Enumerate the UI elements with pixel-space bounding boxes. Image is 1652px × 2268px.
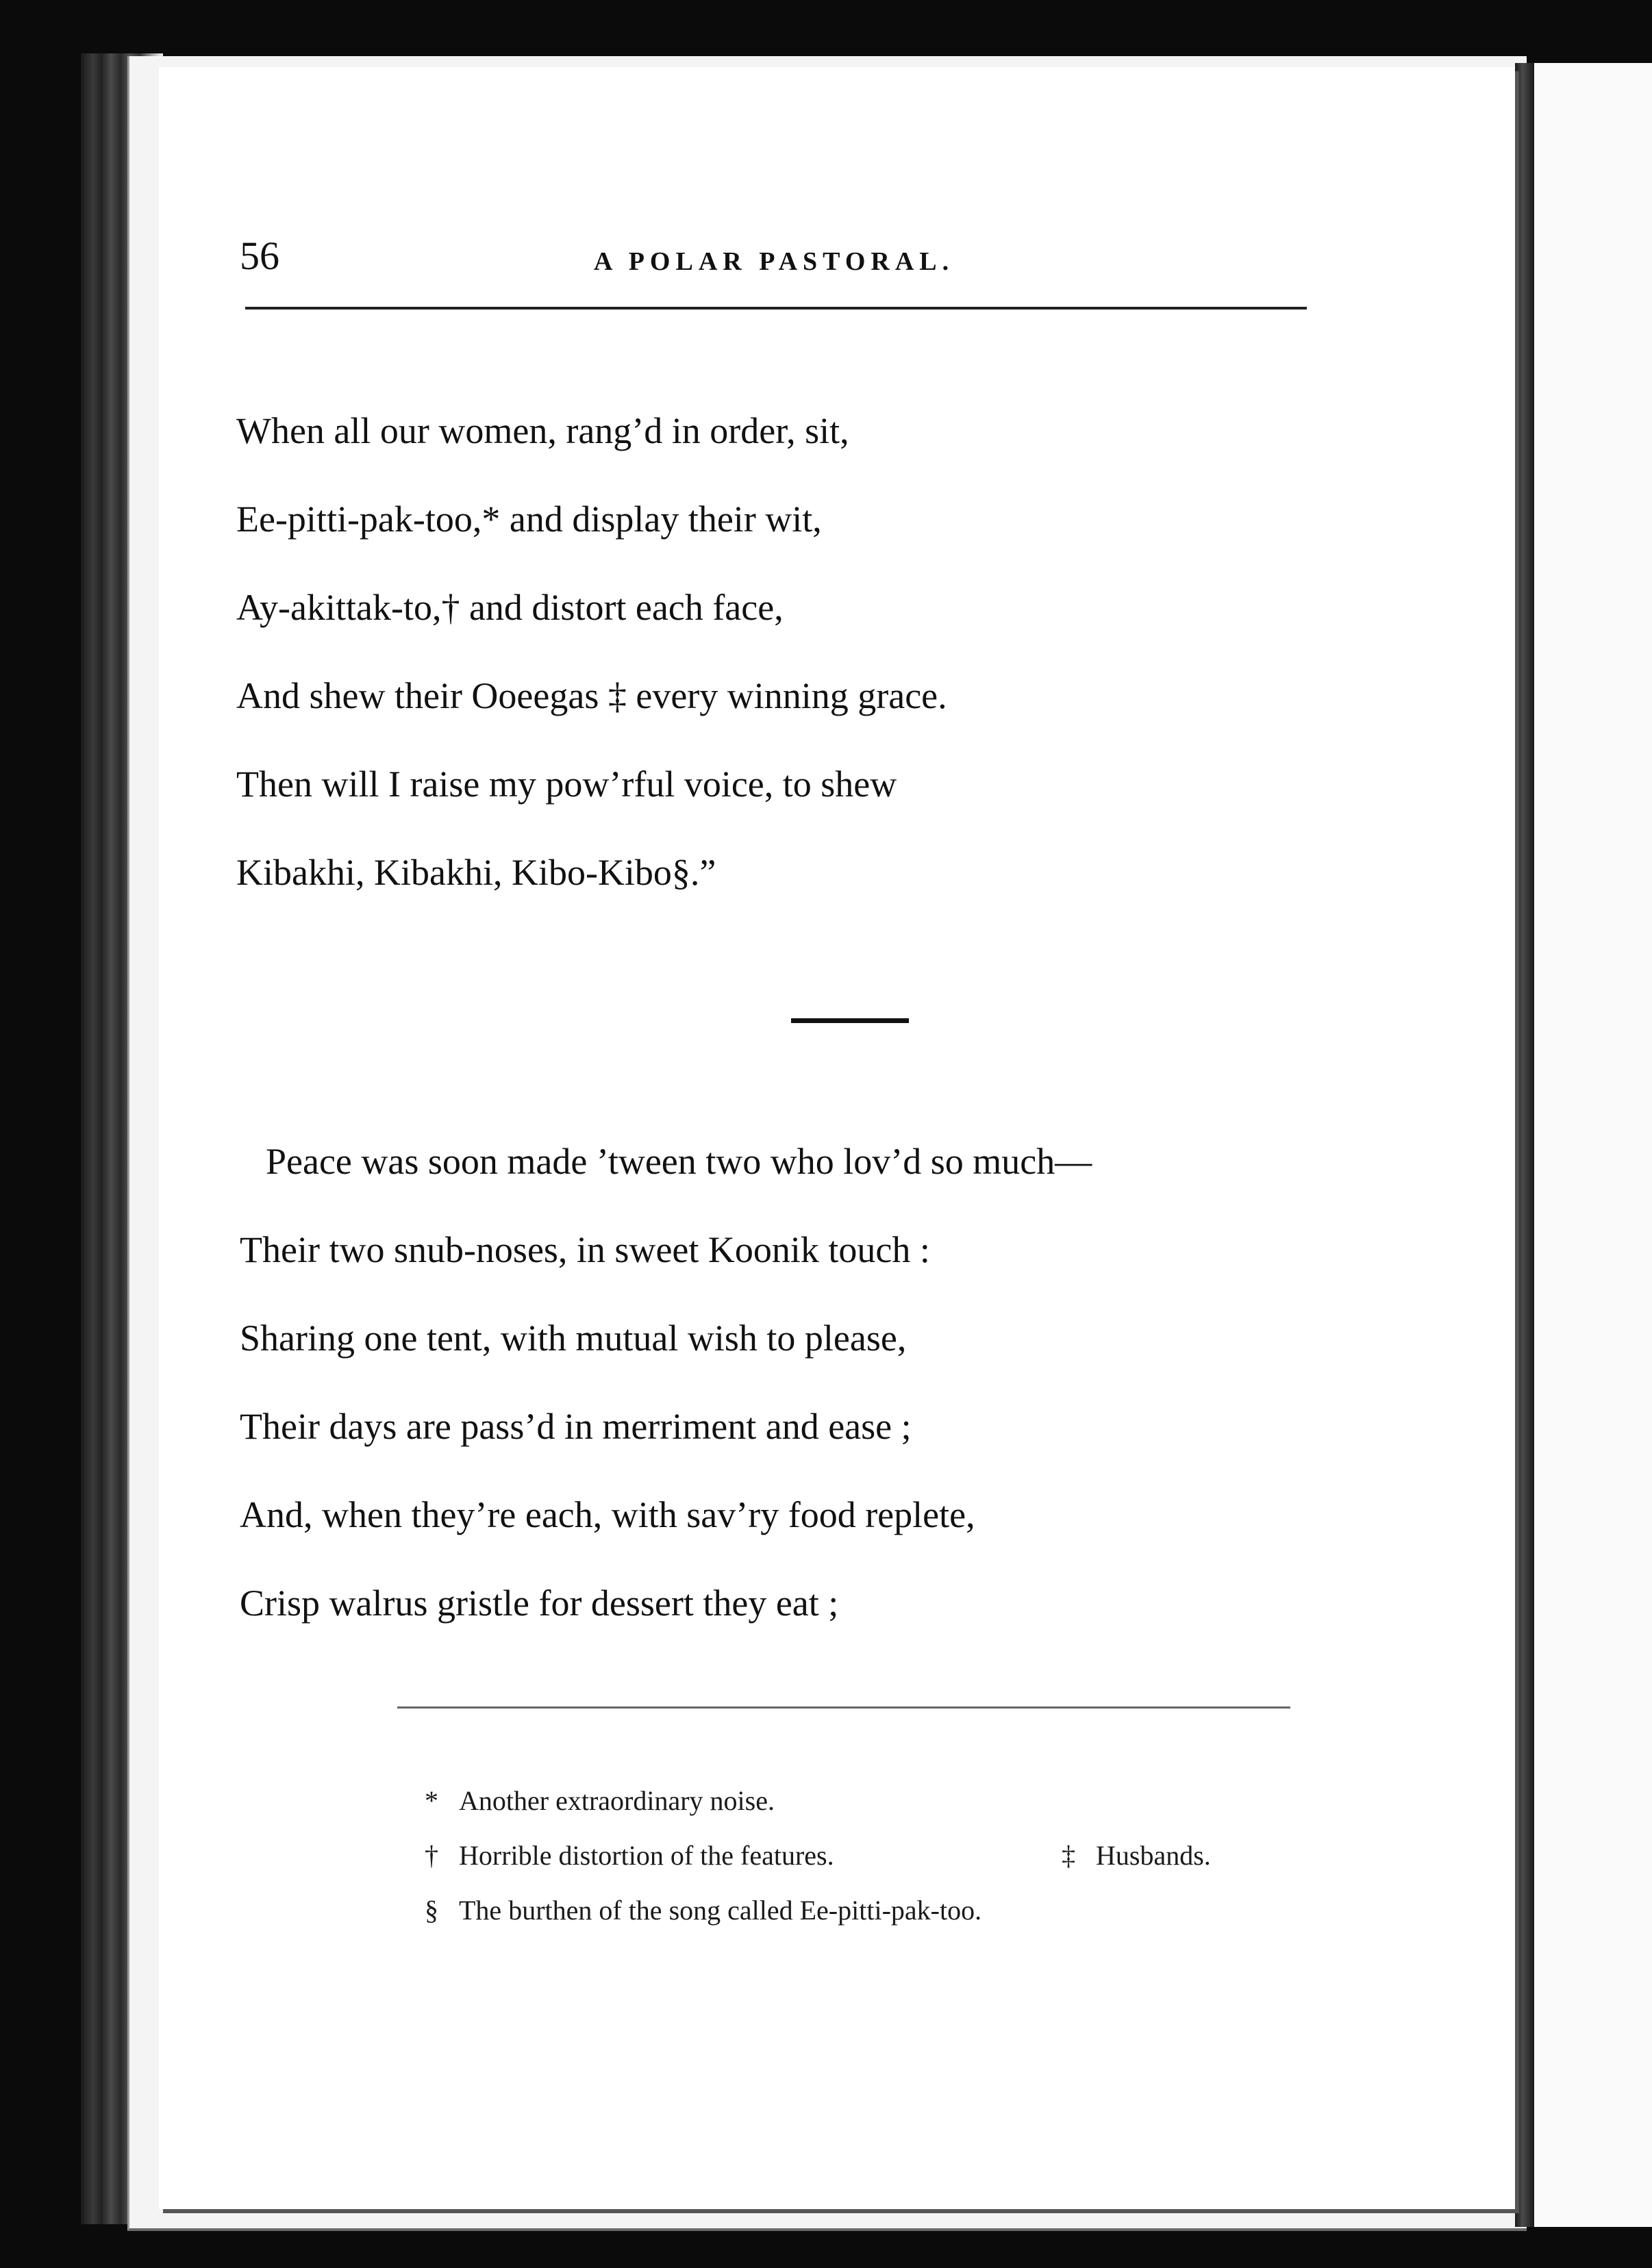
footnote-mark: †	[425, 1840, 438, 1871]
verse-line: Sharing one tent, with mutual wish to please,	[240, 1318, 907, 1359]
running-title: A POLAR PASTORAL.	[593, 247, 955, 276]
verse-line: Their days are pass’d in merriment and ease ;	[240, 1406, 912, 1447]
footnote-text: Husbands.	[1096, 1840, 1211, 1871]
verse-line: Their two snub-noses, in sweet Koonik touch :	[240, 1229, 930, 1270]
header-rule	[245, 307, 1307, 310]
footnote-text: Horrible distortion of the features.	[459, 1840, 834, 1871]
verse-line: And, when they’re each, with sav’ry food replete,	[240, 1494, 975, 1535]
verse-line: Kibakhi, Kibakhi, Kibo-Kibo§.”	[236, 852, 716, 893]
footnote-extra	[1062, 1828, 1211, 1883]
section-divider	[791, 1018, 909, 1023]
page-number: 56	[240, 234, 279, 278]
footnote-mark: ‡	[1062, 1840, 1075, 1871]
verse-line: And shew their Ooeegas ‡ every winning grace.	[236, 675, 947, 716]
footnote	[425, 1774, 1315, 1828]
footnotes	[425, 1774, 1315, 1938]
footnote	[425, 1883, 1315, 1938]
footnote-text: Another extraordinary noise.	[459, 1785, 775, 1816]
verse-line: Ee-pitti-pak-too,* and display their wit,	[236, 499, 822, 540]
footnote	[425, 1828, 1315, 1883]
footnote-mark: §	[425, 1895, 438, 1926]
verse-line: Then will I raise my pow’rful voice, to shew	[236, 764, 897, 805]
footnote-rule	[397, 1706, 1290, 1709]
footnote-mark: *	[425, 1785, 438, 1816]
stanza-1	[236, 387, 1332, 917]
footnote-text: The burthen of the song called Ee-pitti-pak-too.	[459, 1895, 982, 1926]
verse-line: Ay-akittak-to,† and distort each face,	[236, 587, 784, 628]
verse-line: Crisp walrus gristle for dessert they eat ;	[240, 1583, 839, 1624]
verse-line: When all our women, rang’d in order, sit,	[236, 410, 849, 451]
next-page-edge	[1534, 63, 1652, 2227]
verse-line: Peace was soon made ’tween two who lov’d so much—	[266, 1141, 1092, 1182]
stanza-2	[240, 1118, 1336, 1648]
running-head	[240, 233, 1308, 294]
gutter-shadow	[1515, 63, 1534, 2227]
